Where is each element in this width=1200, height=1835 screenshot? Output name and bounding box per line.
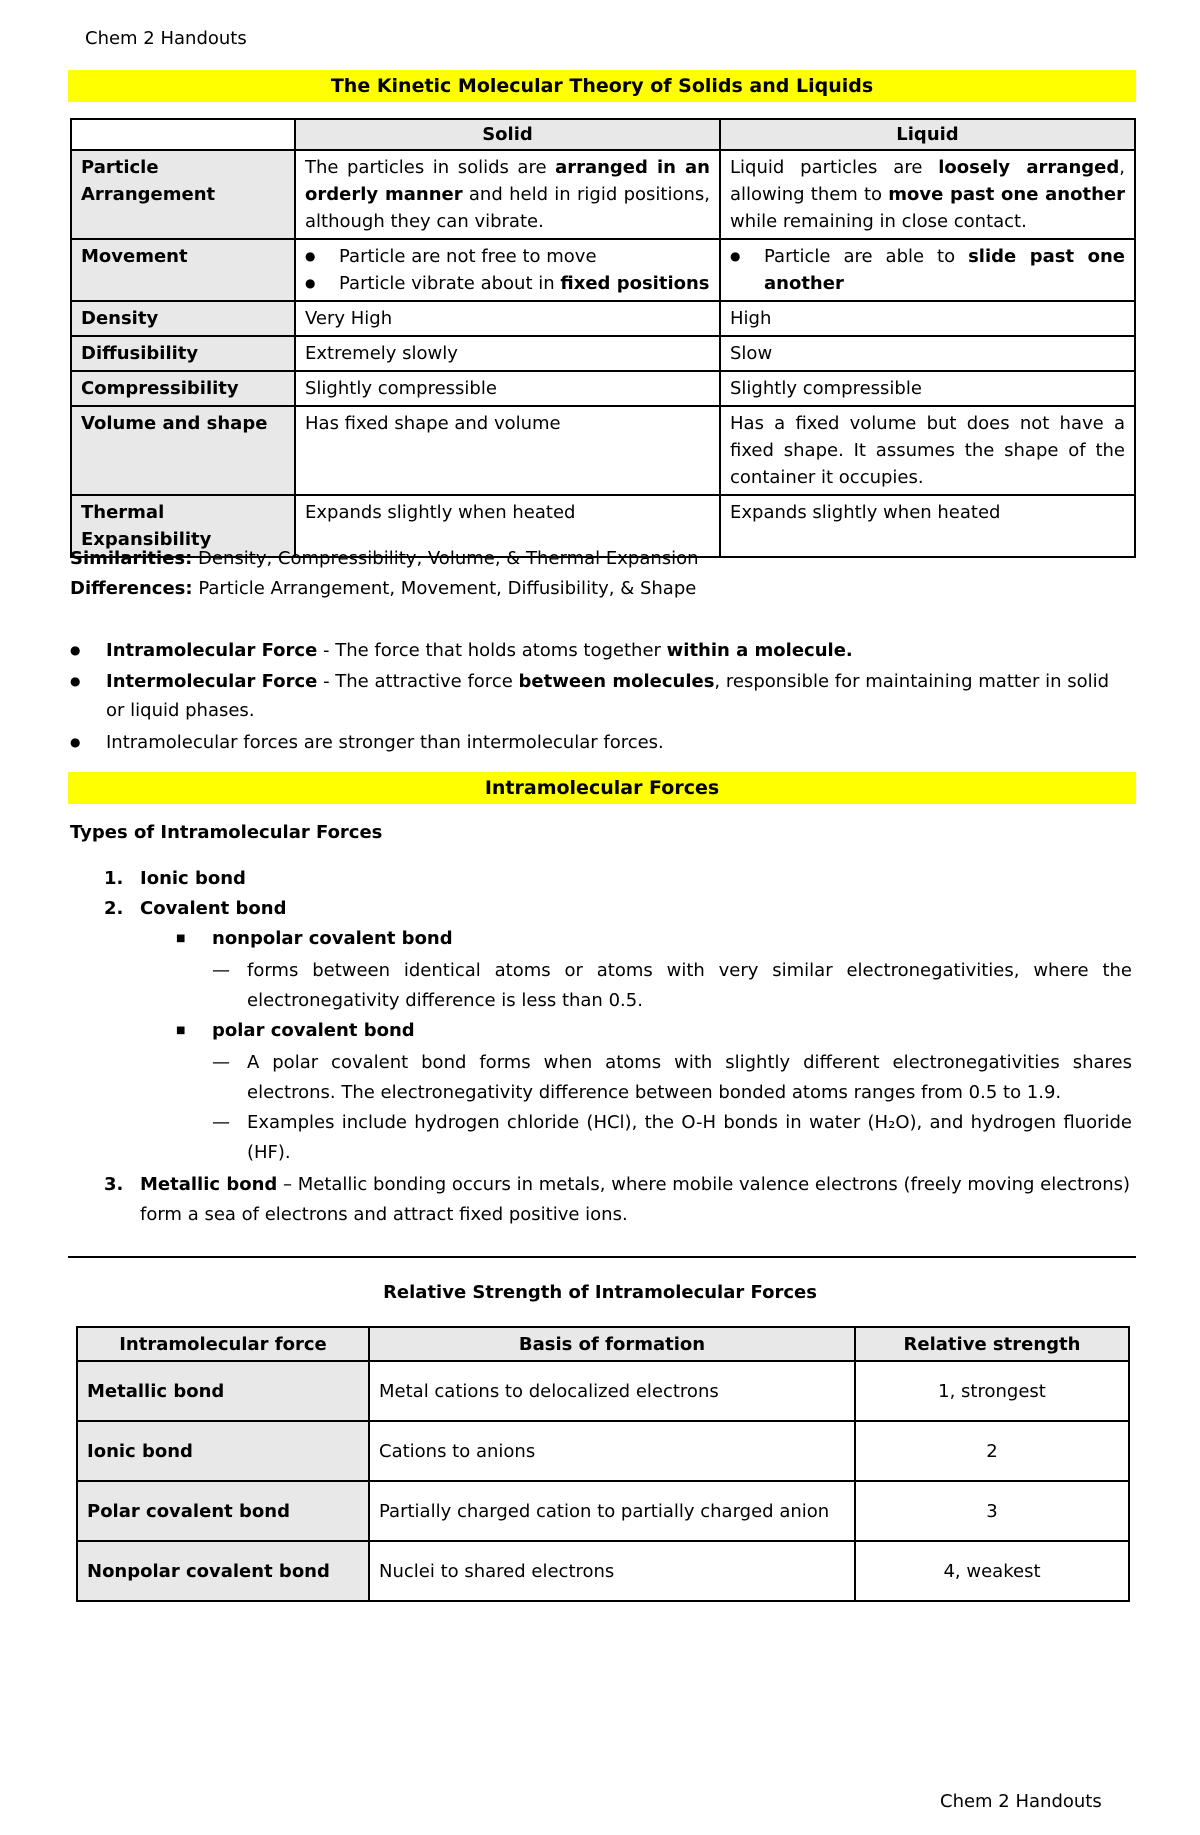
- term: Intermolecular Force: [106, 671, 318, 692]
- row-label-movement: Movement: [71, 239, 295, 301]
- list-item-text: Ionic bond: [140, 868, 246, 889]
- section-title-intramolecular: Intramolecular Forces: [68, 772, 1136, 804]
- detail-text: forms between identical atoms or atoms with very similar electronegativities, where the electronegativity difference is less than 0.5.: [247, 960, 1132, 1011]
- table-header-row: [71, 119, 1135, 150]
- list-item-text: Particle are able to: [764, 246, 969, 267]
- strength-table: [76, 1326, 1130, 1602]
- force-cell: Nonpolar covalent bond: [77, 1541, 369, 1601]
- table-row-arrangement: [71, 150, 1135, 239]
- strength-table-caption: Relative Strength of Intramolecular Forces: [383, 1282, 817, 1303]
- dash-icon: —: [212, 1052, 230, 1073]
- list-item-emphasis: slide past one another: [764, 246, 1126, 294]
- table-row-movement: [71, 239, 1135, 301]
- definition: - The force that holds atoms together: [317, 640, 667, 661]
- cell-text: while remaining in close contact.: [730, 211, 1027, 232]
- bullet-comparison: [70, 728, 1132, 757]
- liquid-arrangement-cell: [720, 150, 1135, 239]
- row-label-density: Density: [71, 301, 295, 336]
- column-header-solid: Solid: [295, 119, 720, 150]
- header-title: Chem 2 Handouts: [85, 28, 247, 49]
- list-item-text: [140, 1170, 1134, 1230]
- list-item: [730, 243, 1125, 297]
- sublist-text: nonpolar covalent bond: [212, 928, 453, 949]
- row-label-line: Expansibility: [81, 529, 212, 550]
- differences-line: [70, 578, 696, 599]
- row-label-line: Thermal: [81, 502, 165, 523]
- force-cell: Polar covalent bond: [77, 1481, 369, 1541]
- solid-arrangement-cell: [295, 150, 720, 239]
- strength-cell: 2: [855, 1421, 1129, 1481]
- bullet-dot-icon: ●: [70, 735, 81, 749]
- kmt-comparison-table: [70, 118, 1136, 558]
- liquid-thermal-cell: Expands slightly when heated: [720, 495, 1135, 557]
- term: Intramolecular Force: [106, 640, 318, 661]
- list-item-emphasis: fixed positions: [560, 273, 710, 294]
- detail-nonpolar: [212, 956, 1132, 1016]
- row-label-diffusibility: Diffusibility: [71, 336, 295, 371]
- table-row-density: [71, 301, 1135, 336]
- list-item-ionic: [104, 868, 246, 889]
- solid-diffusibility-cell: Extremely slowly: [295, 336, 720, 371]
- types-heading: Types of Intramolecular Forces: [70, 822, 383, 843]
- list-item-text: Particle vibrate about in: [339, 273, 561, 294]
- header-force: Intramolecular force: [77, 1327, 369, 1361]
- list-number: 2.: [104, 898, 124, 919]
- header-strength: Relative strength: [855, 1327, 1129, 1361]
- definition: – Metallic bonding occurs in metals, where mobile valence electrons (freely moving electrons) form a sea of electrons and attract fixed positive ions.: [140, 1174, 1131, 1225]
- sublist-text: polar covalent bond: [212, 1020, 415, 1041]
- list-item-text: Covalent bond: [140, 898, 287, 919]
- basis-cell: Metal cations to delocalized electrons: [369, 1361, 855, 1421]
- basis-cell: Cations to anions: [369, 1421, 855, 1481]
- row-label-line: Particle: [81, 157, 159, 178]
- dash-icon: —: [212, 1112, 230, 1133]
- cell-text: The particles in solids are: [305, 157, 556, 178]
- bullet-dot-icon: ●: [70, 643, 81, 657]
- list-item-covalent: [104, 898, 286, 919]
- list-item: [305, 243, 710, 270]
- term: Metallic bond: [140, 1174, 278, 1195]
- empty-corner-cell: [71, 119, 295, 150]
- basis-cell: Nuclei to shared electrons: [369, 1541, 855, 1601]
- bullet-intramolecular: [70, 636, 1132, 665]
- force-cell: Metallic bond: [77, 1361, 369, 1421]
- header-basis: Basis of formation: [369, 1327, 855, 1361]
- cell-emphasis: move past one another: [888, 184, 1125, 205]
- similarities-label: Similarities:: [70, 548, 193, 569]
- column-header-liquid: Liquid: [720, 119, 1135, 150]
- detail-text: Examples include hydrogen chloride (HCl), the O-H bonds in water (H₂O), and hydrogen fluoride (HF).: [247, 1112, 1132, 1163]
- strength-cell: 4, weakest: [855, 1541, 1129, 1601]
- liquid-movement-list: [730, 243, 1125, 297]
- table-row: [77, 1541, 1129, 1601]
- solid-volume-cell: Has fixed shape and volume: [295, 406, 720, 495]
- list-item: [305, 270, 710, 297]
- list-item-text: Particle are not free to move: [339, 246, 597, 267]
- solid-density-cell: Very High: [295, 301, 720, 336]
- bullet-intermolecular: [70, 667, 1132, 725]
- section-divider: [68, 1256, 1136, 1258]
- square-bullet-icon: ■: [176, 1025, 186, 1036]
- solid-compressibility-cell: Slightly compressible: [295, 371, 720, 406]
- liquid-density-cell: High: [720, 301, 1135, 336]
- strength-cell: 1, strongest: [855, 1361, 1129, 1421]
- table-row-volume: [71, 406, 1135, 495]
- force-cell: Ionic bond: [77, 1421, 369, 1481]
- list-item-metallic: [104, 1170, 1134, 1230]
- solid-movement-cell: [295, 239, 720, 301]
- detail-polar-1: [212, 1048, 1132, 1108]
- liquid-diffusibility-cell: Slow: [720, 336, 1135, 371]
- bullet-text: [106, 667, 1132, 725]
- strength-table-header: [77, 1327, 1129, 1361]
- dash-icon: —: [212, 960, 230, 981]
- solid-thermal-cell: Expands slightly when heated: [295, 495, 720, 557]
- definition: - The attractive force: [317, 671, 519, 692]
- liquid-compressibility-cell: Slightly compressible: [720, 371, 1135, 406]
- basis-cell: Partially charged cation to partially charged anion: [369, 1481, 855, 1541]
- cell-emphasis: loosely arranged: [938, 157, 1120, 178]
- row-label-volume: Volume and shape: [71, 406, 295, 495]
- square-bullet-icon: ■: [176, 933, 186, 944]
- table-row: [77, 1481, 1129, 1541]
- differences-text: Particle Arrangement, Movement, Diffusibility, & Shape: [192, 578, 697, 599]
- list-number: 3.: [104, 1174, 124, 1195]
- differences-label: Differences:: [70, 578, 193, 599]
- emphasis: within a molecule.: [666, 640, 853, 661]
- liquid-volume-cell: Has a fixed volume but does not have a fixed shape. It assumes the shape of the container it occupies.: [720, 406, 1135, 495]
- bullet-text: Intramolecular forces are stronger than intermolecular forces.: [106, 732, 664, 753]
- table-row: [77, 1421, 1129, 1481]
- row-label-arrangement: [71, 150, 295, 239]
- cell-text: and held in rigid positions, although they can vibrate.: [305, 184, 710, 232]
- sublist-nonpolar: [176, 928, 453, 949]
- detail-polar-2: [212, 1108, 1132, 1168]
- bullet-text: [106, 636, 1132, 665]
- row-label-compressibility: Compressibility: [71, 371, 295, 406]
- detail-text: A polar covalent bond forms when atoms with slightly different electronegativities shares electrons. The electronegativity difference between bonded atoms ranges from 0.5 to 1.9.: [247, 1052, 1132, 1103]
- sublist-polar: [176, 1020, 415, 1041]
- table-row-compressibility: [71, 371, 1135, 406]
- list-number: 1.: [104, 868, 124, 889]
- section-title-kmt: The Kinetic Molecular Theory of Solids and Liquids: [68, 70, 1136, 102]
- definition-rest: , responsible for maintaining matter in solid or liquid phases.: [106, 671, 1110, 721]
- table-row: [77, 1361, 1129, 1421]
- similarities-text: Density, Compressibility, Volume, & Thermal Expansion: [192, 548, 699, 569]
- cell-emphasis: arranged in an orderly manner: [305, 157, 710, 205]
- cell-text: Liquid particles are: [730, 157, 939, 178]
- strength-cell: 3: [855, 1481, 1129, 1541]
- similarities-line: [70, 548, 699, 569]
- cell-text: , allowing them to: [730, 157, 1125, 205]
- emphasis: between molecules: [518, 671, 715, 692]
- row-label-line: Arrangement: [81, 184, 216, 205]
- footer-title: Chem 2 Handouts: [940, 1791, 1102, 1812]
- liquid-movement-cell: [720, 239, 1135, 301]
- bullet-dot-icon: ●: [70, 674, 81, 688]
- solid-movement-list: [305, 243, 710, 297]
- table-row-diffusibility: [71, 336, 1135, 371]
